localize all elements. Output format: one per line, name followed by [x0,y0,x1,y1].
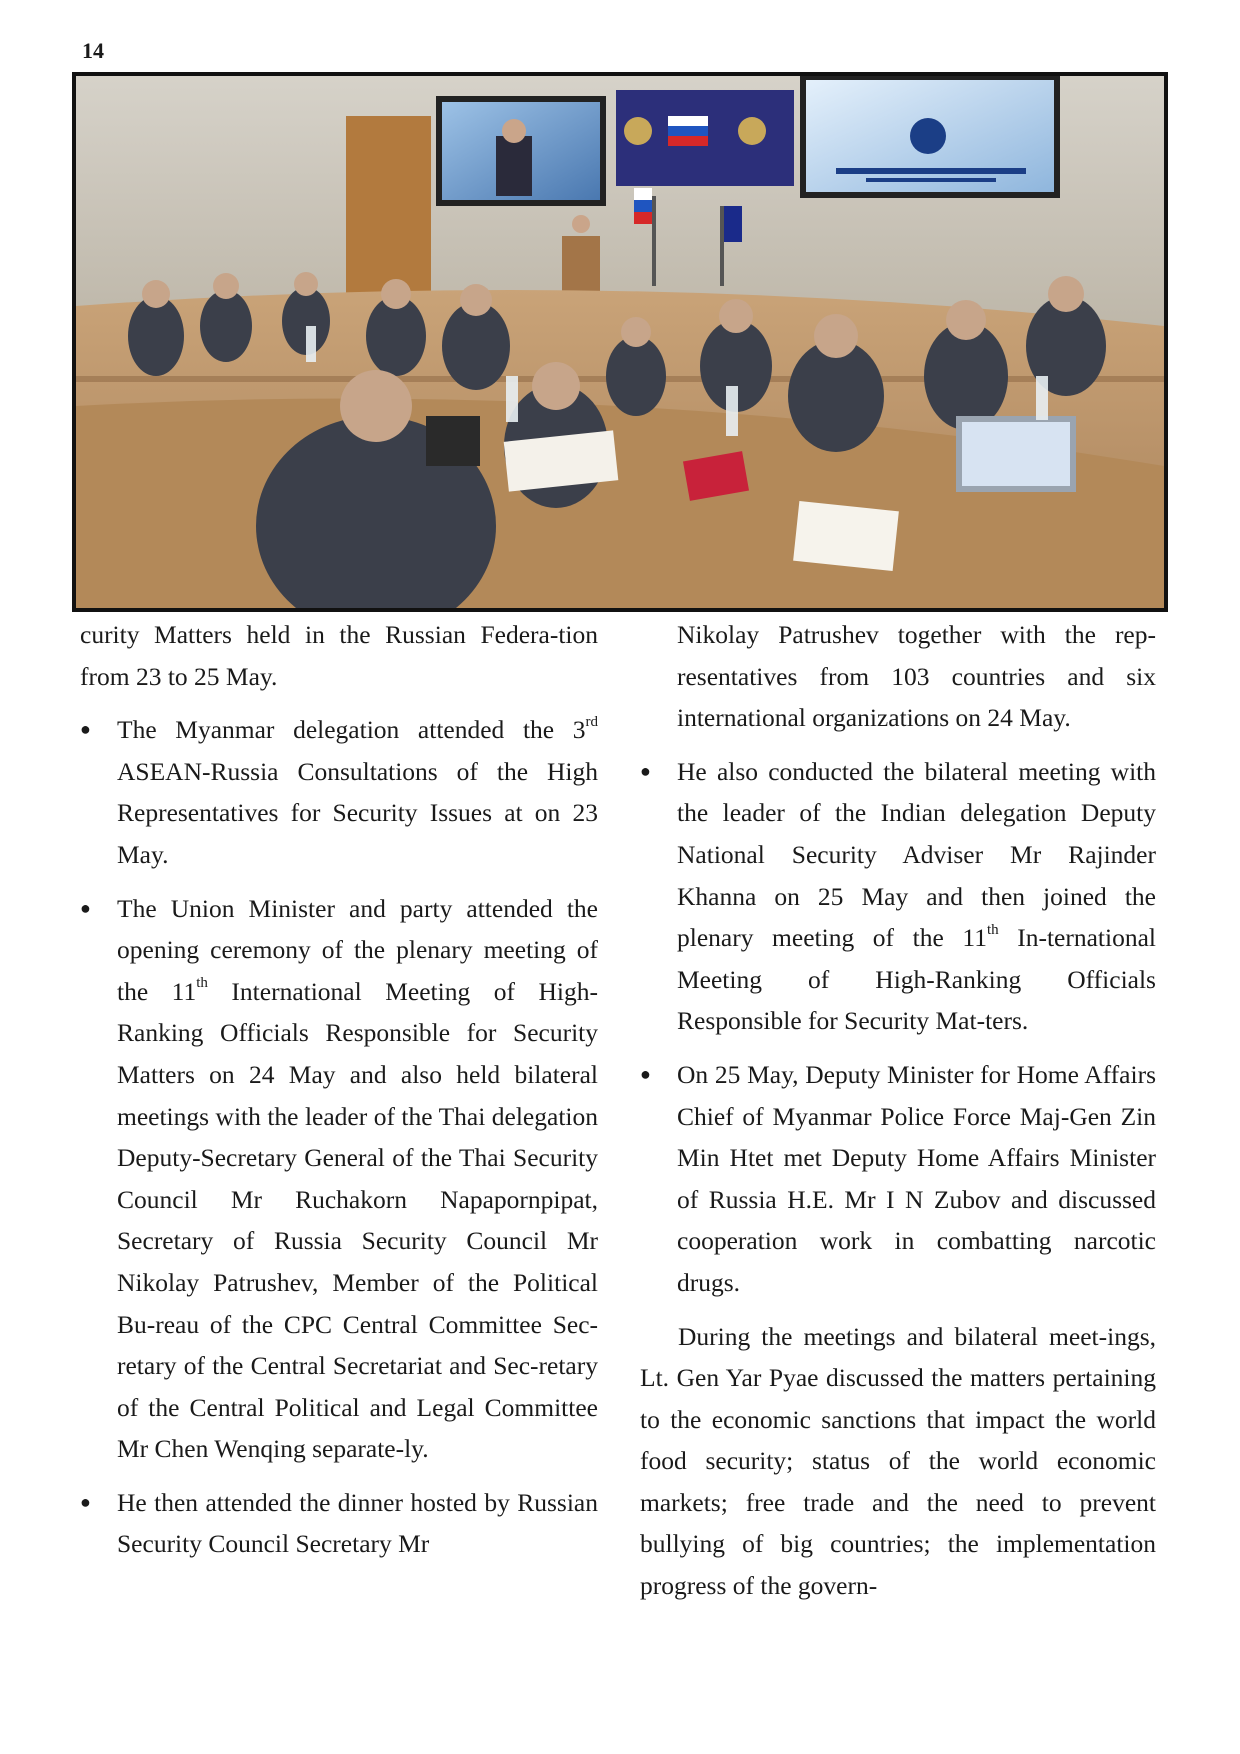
closing-paragraph: During the meetings and bilateral meet-ings, Lt. Gen Yar Pyae discussed the matters pertaining to the economic sanctions that impact the world food security; status of the world economic markets; free trade and the need to prevent bullying of big countries; the implementation progress of the govern- [640,1321,1156,1601]
right-bullet-list [640,751,1156,1304]
bullet-item: ● He then attended the dinner hosted by Russian Security Council Secretary Mr [80,1482,598,1565]
bullet-dot-icon: ● [80,719,91,740]
bullet-item: ● On 25 May, Deputy Minister for Home Affairs Chief of Myanmar Police Force Maj-Gen Zin Min Htet met Deputy Home Affairs Minister of Russia H.E. Mr I N Zubov and discussed cooperation work in combatting narcotic drugs. [640,1054,1156,1304]
continuation-paragraph: Nikolay Patrushev together with the rep-resentatives from 103 countries and six international organizations on 24 May. [677,620,1156,733]
bullet-dot-icon: ● [640,760,651,781]
bullet-dot-icon: ● [80,897,91,918]
bullet-item: ● The Union Minister and party attended the opening ceremony of the plenary meeting of the 11th International Meeting of High-Ranking Officials Responsible for Security Matters on 24 May and also held bilateral meetings with the leader of the Thai delegation Deputy-Secretary General of the Thai Security Council Mr Ruchakorn Napapornpipat, Secretary of Russia Security Council Mr Nikolay Patrushev, Member of the Political Bu-reau of the CPC Central Committee Sec-retary of the Central Secretariat and Sec-retary of the Central Political and Legal Committee Mr Chen Wenqing separate-ly. [80,888,598,1470]
bullet-item: ● The Myanmar delegation attended the 3rd ASEAN-Russia Consultations of the High Representatives for Security Issues at on 23 May. [80,709,598,875]
conference-photo [72,72,1168,612]
left-column [80,614,598,1577]
bullet-dot-icon: ● [80,1491,91,1512]
intro-paragraph: curity Matters held in the Russian Federa-tion from 23 to 25 May. [80,620,598,691]
bullet-item: ● He also conducted the bilateral meeting with the leader of the Indian delegation Deputy National Security Adviser Mr Rajinder Khanna on 25 May and then joined the plenary meeting of the 11th In-ternational Meeting of High-Ranking Officials Responsible for Security Mat-ters. [640,751,1156,1042]
page-number: 14 [82,38,104,63]
left-bullet-list [80,709,598,1565]
right-column [640,614,1156,1607]
bullet-dot-icon: ● [640,1063,651,1084]
